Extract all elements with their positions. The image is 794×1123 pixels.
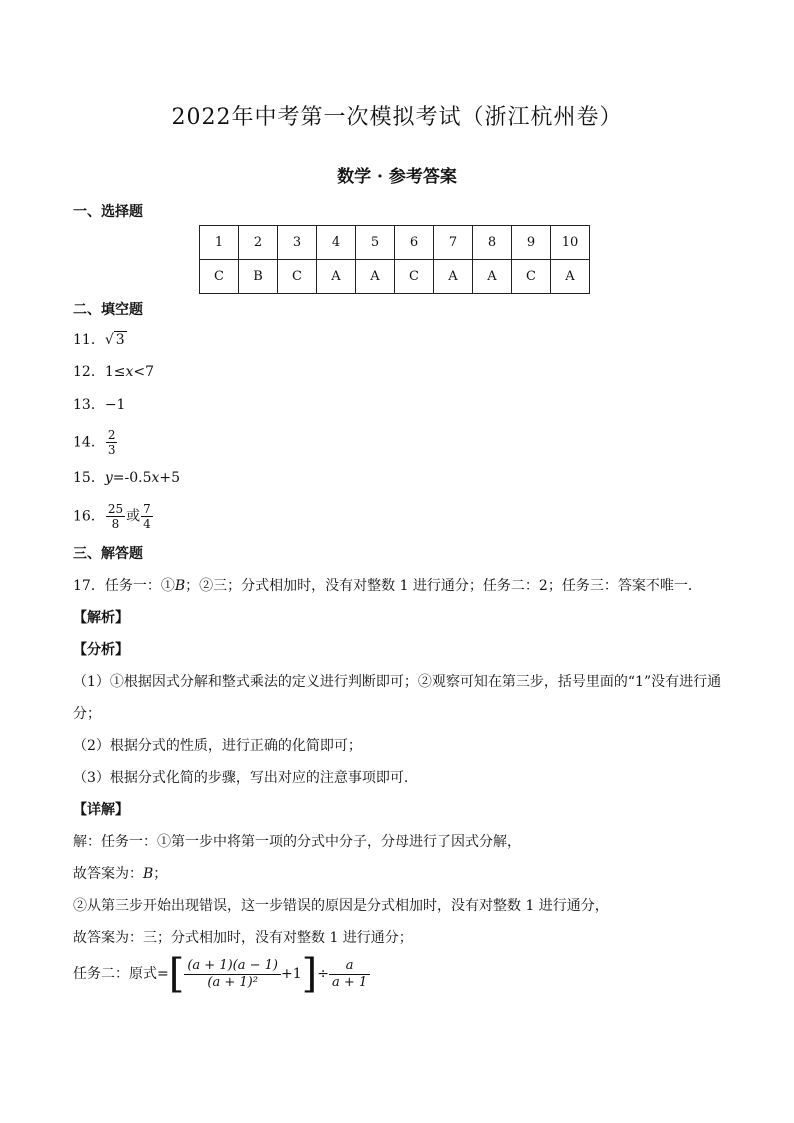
- table-cell: C: [200, 260, 239, 294]
- answer-13: [73, 395, 125, 415]
- table-cell: 6: [395, 226, 434, 260]
- section-heading-fill: 二、填空题: [73, 302, 143, 318]
- table-cell: 4: [317, 226, 356, 260]
- table-cell: A: [434, 260, 473, 294]
- fraction: [141, 502, 153, 531]
- denominator: a + 1: [331, 974, 368, 990]
- table-cell: A: [356, 260, 395, 294]
- question-label: 14．: [73, 434, 105, 451]
- answer-11: [73, 330, 127, 350]
- table-cell: 7: [434, 226, 473, 260]
- table-cell: C: [395, 260, 434, 294]
- text: +5: [159, 470, 181, 486]
- text: 17．任务一：①: [73, 578, 175, 594]
- answer-16: [73, 502, 154, 531]
- analysis-1-cont: 分；: [73, 706, 101, 722]
- text: ÷: [317, 966, 329, 982]
- detail-5-formula: [73, 952, 370, 996]
- heading-fenxi: 【分析】: [73, 642, 129, 658]
- text: =-0.5: [112, 470, 152, 486]
- question-label: 15．: [73, 470, 105, 486]
- heading-jiexi: 【解析】: [73, 610, 129, 626]
- denominator: 4: [143, 517, 151, 531]
- right-bracket: ]: [301, 951, 318, 997]
- section-heading-choice: 一、选择题: [73, 204, 143, 220]
- variable: x: [151, 470, 160, 486]
- denominator: (a + 1)²: [207, 974, 258, 990]
- radicand: 3: [115, 332, 125, 348]
- variable: B: [143, 866, 154, 882]
- variable: y: [104, 470, 113, 486]
- table-cell: 1: [200, 226, 239, 260]
- numerator: 25: [107, 502, 124, 516]
- fraction: [106, 428, 118, 457]
- heading-xiangjie: 【详解】: [73, 802, 129, 818]
- question-label: 11．: [73, 332, 105, 348]
- detail-1: 解：任务一：①第一步中将第一项的分式中分子，分母进行了因式分解，: [73, 834, 521, 850]
- text: +1: [281, 966, 302, 982]
- detail-3: ②从第三步开始出现错误，这一步错误的原因是分式相加时，没有对整数 1 进行通分，: [73, 898, 609, 914]
- denominator: 8: [111, 517, 120, 531]
- text: ；②三；分式相加时，没有对整数 1 进行通分；任务二：2；任务三：答案不唯一．: [185, 578, 702, 594]
- text: 故答案为：: [73, 866, 143, 882]
- table-cell: A: [317, 260, 356, 294]
- analysis-2: （2）根据分式的性质，进行正确的化简即可；: [73, 738, 362, 754]
- detail-4: 故答案为：三；分式相加时，没有对整数 1 进行通分；: [73, 930, 413, 946]
- left-bracket: [: [168, 951, 185, 997]
- answer-table: [199, 225, 590, 294]
- answer-12: [73, 362, 154, 382]
- fraction: [184, 958, 281, 991]
- text: 任务二：原式=: [73, 966, 169, 982]
- table-cell: 8: [473, 226, 512, 260]
- table-cell: A: [473, 260, 512, 294]
- table-cell: 5: [356, 226, 395, 260]
- numerator: 2: [107, 428, 116, 442]
- section-heading-solve: 三、解答题: [73, 546, 143, 562]
- answer-15: [73, 468, 180, 488]
- page-subtitle: 数学 · 参考答案: [337, 167, 457, 187]
- table-row-answers: [200, 260, 590, 294]
- page-title: 2022年中考第一次模拟考试（浙江杭州卷）: [171, 105, 623, 130]
- text: <7: [133, 364, 155, 380]
- sqrt-expression: √ 3: [104, 332, 125, 348]
- answer-14: [73, 428, 118, 457]
- variable: x: [125, 364, 134, 380]
- numerator: (a + 1)(a − 1): [184, 958, 281, 975]
- text: −1: [104, 397, 126, 413]
- question-label: 16．: [73, 508, 105, 525]
- table-cell: A: [551, 260, 590, 294]
- analysis-1: （1）①根据因式分解和整式乘法的定义进行判断即可；②观察可知在第三步，括号里面的“1”没有进行通: [73, 674, 722, 690]
- table-cell: 9: [512, 226, 551, 260]
- text: 或: [126, 508, 141, 525]
- table-cell: 10: [551, 226, 590, 260]
- question-label: 12．: [73, 364, 105, 380]
- table-cell: C: [278, 260, 317, 294]
- analysis-3: （3）根据分式化简的步骤，写出对应的注意事项即可.: [73, 770, 409, 786]
- numerator: a: [329, 958, 370, 975]
- table-cell: 2: [239, 226, 278, 260]
- table-cell: 3: [278, 226, 317, 260]
- detail-2: [73, 864, 167, 884]
- variable: B: [174, 578, 186, 594]
- numerator: 7: [143, 502, 151, 516]
- text: 1≤: [104, 364, 126, 380]
- answer-17: [73, 576, 702, 596]
- text: ；: [153, 866, 168, 882]
- table-cell: C: [512, 260, 551, 294]
- table-cell: B: [239, 260, 278, 294]
- fraction: [329, 958, 370, 991]
- question-label: 13．: [73, 397, 105, 413]
- fraction: [106, 502, 125, 531]
- denominator: 3: [107, 443, 116, 457]
- table-row-numbers: [200, 226, 590, 260]
